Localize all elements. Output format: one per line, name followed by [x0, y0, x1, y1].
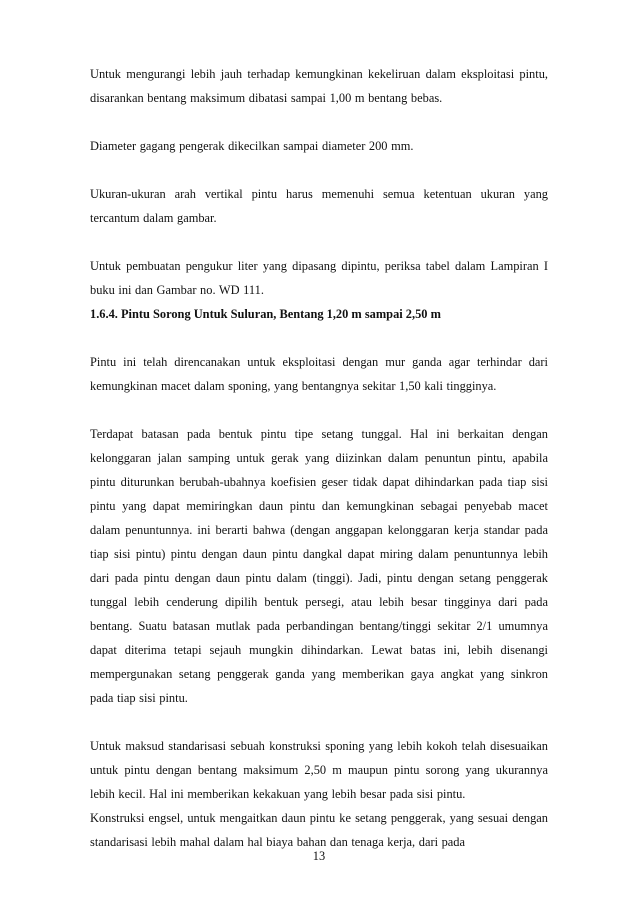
paragraph-handle-diameter: Diameter gagang pengerak dikecilkan sampai diameter 200 mm. [90, 139, 414, 153]
paragraph-liter-gauge: Untuk pembuatan pengukur liter yang dipasang dipintu, periksa tabel dalam Lampiran I buku ini dan Gambar no. WD 111. [90, 259, 548, 297]
page-number: 13 [312, 849, 326, 863]
paragraph-double-nut: Pintu ini telah direncanakan untuk eksploitasi dengan mur ganda agar terhindar dari kemungkinan macet dalam sponing, yang bentangnya sekitar 1,50 kali tingginya. [90, 355, 548, 393]
paragraph-hinge-construction: Konstruksi engsel, untuk mengaitkan daun pintu ke setang penggerak, yang sesuai dengan standarisasi lebih mahal dalam hal biaya bahan dan tenaga kerja, dari pada [90, 811, 548, 849]
paragraph-vertical-dimensions: Ukuran-ukuran arah vertikal pintu harus memenuhi semua ketentuan ukuran yang tercantum dalam gambar. [90, 187, 548, 225]
paragraph-sponing-standardisation: Untuk maksud standarisasi sebuah konstruksi sponing yang lebih kokoh telah disesuaikan untuk pintu dengan bentang maksimum 2,50 m maupun pintu sorong yang ukurannya lebih kecil. Hal ini memberikan kekakuan yang lebih besar pada sisi pintu. [90, 739, 548, 801]
section-heading: 1.6.4. Pintu Sorong Untuk Suluran, Bentang 1,20 m sampai 2,50 m [90, 307, 441, 321]
paragraph-single-rod-limits: Terdapat batasan pada bentuk pintu tipe setang tunggal. Hal ini berkaitan dengan kelonggaran jalan samping untuk gerak yang diizinkan dalam penuntun pintu, apabila pintu diturunkan berubah-ubahnya koefisien geser tidak dapat dihindarkan pada tiap sisi pintu yang dapat memiringkan daun pintu dan kemungkinan sebagai penyebab macet dalam penuntunnya. ini berarti bahwa (dengan anggapan kelonggaran kerja standar pada tiap sisi pintu) pintu dengan daun pintu dangkal dapat miring dalam penuntunnya lebih dari pada pintu dengan daun pintu dalam (tinggi). Jadi, pintu dengan setang penggerak tunggal lebih cenderung dipilih bentuk persegi, atau lebih besar tingginya dari pada bentang. Suatu batasan mutlak pada perbandingan bentang/tinggi sekitar 2/1 umumnya dapat diterima tetapi sejauh mungkin dihindarkan. Lewat batas ini, lebih disenangi mempergunakan setang penggerak ganda yang memberikan gaya angkat yang sinkron pada tiap sisi pintu. [90, 427, 548, 705]
page-body [90, 62, 548, 854]
paragraph-max-span: Untuk mengurangi lebih jauh terhadap kemungkinan kekeliruan dalam eksploitasi pintu, disarankan bentang maksimum dibatasi sampai 1,00 m bentang bebas. [90, 67, 548, 105]
